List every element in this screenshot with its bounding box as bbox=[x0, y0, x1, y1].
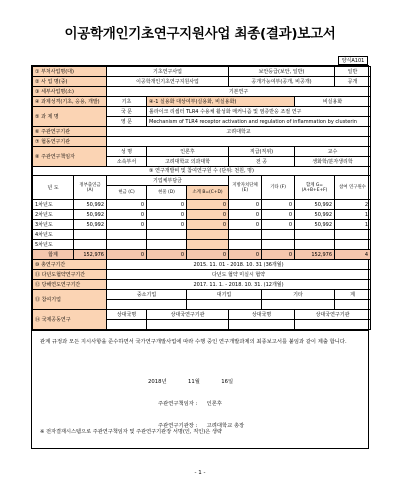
budget-year-header: 년 도 bbox=[33, 176, 74, 200]
task-ko-label: 국 문 bbox=[107, 107, 147, 117]
task-en-label: 영 문 bbox=[107, 117, 147, 127]
budget-local-header: 지방자치단체 (E) bbox=[229, 176, 262, 200]
lead-org-value: 고려대학교 bbox=[107, 127, 371, 137]
participant-col-large: 대기업 bbox=[187, 290, 262, 300]
report-sheet bbox=[31, 65, 369, 449]
budget-sum-gov: 152,976 bbox=[74, 250, 107, 260]
budget-cell-local bbox=[229, 240, 262, 250]
budget-sum-etc: 0 bbox=[262, 250, 295, 260]
pi-dept-label: 소속부서 bbox=[107, 157, 147, 167]
budget-cell-cash: 0 bbox=[107, 220, 147, 230]
budget-cell-inkind bbox=[147, 240, 187, 250]
budget-cell-inkind: 0 bbox=[147, 200, 187, 210]
collab-val-country-1 bbox=[107, 320, 147, 330]
period-label: ⑩ 총연구기간 bbox=[33, 260, 107, 270]
pi-major-value: 생화학/분자생리학 bbox=[295, 157, 371, 167]
budget-cell-year: 1차년도 bbox=[33, 200, 74, 210]
budget-cell-gov bbox=[74, 240, 107, 250]
current-period-label: ⑫ 당해연도연구기간 bbox=[33, 280, 107, 290]
budget-cell-cash bbox=[107, 230, 147, 240]
participant-val-sme bbox=[107, 300, 187, 310]
budget-cell-staff bbox=[335, 240, 371, 250]
task-label: ⑤ 과 제 명 bbox=[33, 107, 107, 127]
budget-cell-cash: 0 bbox=[107, 200, 147, 210]
budget-row-1 bbox=[33, 200, 371, 210]
budget-cell-staff: 1 bbox=[335, 220, 371, 230]
budget-cell-year: 2차년도 bbox=[33, 210, 74, 220]
budget-cell-gov bbox=[74, 230, 107, 240]
budget-cell-local: 0 bbox=[229, 200, 262, 210]
field-value: 기초 bbox=[107, 97, 147, 107]
disclosure-value: 공개 bbox=[335, 77, 371, 87]
budget-cell-year: 5차년도 bbox=[33, 240, 74, 250]
coop-org-value bbox=[107, 137, 371, 147]
budget-inkind-header: 현물 (D) bbox=[147, 186, 187, 200]
budget-cell-inkind: 0 bbox=[147, 220, 187, 230]
budget-cell-etc: 0 bbox=[262, 200, 295, 210]
collab-val-org-2 bbox=[295, 320, 371, 330]
pi-major-label: 전 공 bbox=[229, 157, 295, 167]
budget-staff-header: 참여 연구원수 bbox=[335, 176, 371, 200]
budget-cell-gov: 50,992 bbox=[74, 210, 107, 220]
notice-text: 관계 규정과 모든 지시사항을 준수하면서 국가연구개발사업에 따라 수행 중인 연구개발과제의 최종보고서를 붙임과 같이 제출 합니다. bbox=[40, 339, 347, 345]
budget-cell-total: 50,992 bbox=[295, 200, 335, 210]
budget-sum-total: 152,976 bbox=[295, 250, 335, 260]
ministry-value: 기초연구사업 bbox=[107, 67, 229, 77]
signer-pi-value: 인론후 bbox=[206, 401, 223, 407]
multi-period-label: ⑪ 다년도협약연구기간 bbox=[33, 270, 107, 280]
signer-head-value: 고려대학교 총장 bbox=[206, 423, 245, 429]
budget-cell-local: 0 bbox=[229, 210, 262, 220]
security-label: 보안등급(보안, 일반) bbox=[229, 67, 335, 77]
budget-cell-inkind: 0 bbox=[147, 210, 187, 220]
budget-cell-sub: 0 bbox=[187, 210, 229, 220]
pi-name-value: 인론후 bbox=[147, 147, 229, 157]
budget-gov-header: 정부출연금 (A) bbox=[74, 176, 107, 200]
budget-cell-sub bbox=[187, 230, 229, 240]
budget-cell-year: 3차년도 bbox=[33, 220, 74, 230]
participant-col-total: 계 bbox=[335, 290, 371, 300]
collab-col-org-1: 상대국연구기관 bbox=[147, 310, 229, 320]
footnote: ※ 전자결재시스템으로 주관연구책임자 및 주관연구기관장 서명(인, 직인)은 생략 bbox=[40, 429, 222, 435]
signer-pi bbox=[158, 399, 222, 407]
participant-col-etc: 기타 bbox=[262, 290, 335, 300]
budget-cell-total bbox=[295, 230, 335, 240]
budget-cell-staff: 1 bbox=[335, 210, 371, 220]
pi-label: ⑧ 주관연구책임자 bbox=[33, 147, 107, 167]
budget-cell-sub: 0 bbox=[187, 200, 229, 210]
budget-row-5 bbox=[33, 240, 371, 250]
budget-row-3 bbox=[33, 220, 371, 230]
budget-cell-cash: 0 bbox=[107, 210, 147, 220]
budget-total-header: 합계 G=(A+B+E+F) bbox=[295, 176, 335, 200]
budget-cell-total: 50,992 bbox=[295, 220, 335, 230]
signer-pi-label: 주관연구책임자 : bbox=[158, 401, 198, 407]
period-value: 2015. 11. 01 - 2018. 10. 31 (36개월) bbox=[107, 260, 371, 270]
project-value: 이공학개인기초연구지원사업 bbox=[107, 77, 229, 87]
field-label: ④ 과제성격(기초, 응용, 개발) bbox=[33, 97, 107, 107]
pi-name-label: 성 명 bbox=[107, 147, 147, 157]
budget-etc-header: 기타 (F) bbox=[262, 176, 295, 200]
report-table bbox=[32, 66, 371, 330]
budget-sum-sub: 0 bbox=[187, 250, 229, 260]
budget-sum-year: 합계 bbox=[33, 250, 74, 260]
budget-cell-staff bbox=[335, 230, 371, 240]
ministry-label: ① 부처사업명(대) bbox=[33, 67, 107, 77]
current-period-value: 2017. 11. 1. - 2018. 10. 31. (12개월) bbox=[107, 280, 371, 290]
date-month: 11월 bbox=[187, 379, 200, 385]
budget-cell-local bbox=[229, 230, 262, 240]
budget-cell-inkind bbox=[147, 230, 187, 240]
collab-label: ⑭ 국제공동연구 bbox=[33, 310, 107, 330]
budget-section-label: ⑨ 연구개발비 및 참여연구원 수 (단위: 천원, 명) bbox=[33, 167, 371, 176]
participant-val-total bbox=[335, 300, 371, 310]
task-ko-value: 톨라이크 리셉터 TLR4 수용체 활성화 매커니즘 및 염증반응 조절 연구 bbox=[147, 107, 371, 117]
practical-value: 비실용화 bbox=[295, 97, 371, 107]
budget-sum-cash: 0 bbox=[107, 250, 147, 260]
budget-cell-sub: 0 bbox=[187, 220, 229, 230]
pi-dept-value: 고려대학교 의과대학 bbox=[147, 157, 229, 167]
budget-row-sum bbox=[33, 250, 371, 260]
budget-row-4 bbox=[33, 230, 371, 240]
page-number: - 1 - bbox=[194, 470, 206, 476]
practical-label: ④-1 실용화 대상여부(실용화, 비실용화) bbox=[147, 97, 295, 107]
budget-row-2 bbox=[33, 210, 371, 220]
detail-label: ③ 세부사업명(소) bbox=[33, 87, 107, 97]
security-value: 일반 bbox=[335, 67, 371, 77]
budget-cell-total: 50,992 bbox=[295, 210, 335, 220]
multi-period-value: 다년도 협약 미실시 협약 bbox=[107, 270, 371, 280]
budget-cell-etc bbox=[262, 230, 295, 240]
pi-position-value: 교수 bbox=[295, 147, 371, 157]
collab-col-country-2: 상대국명 bbox=[229, 310, 295, 320]
submission-date bbox=[148, 377, 233, 385]
budget-cell-cash bbox=[107, 240, 147, 250]
participant-val-large bbox=[187, 300, 262, 310]
date-year: 2018년 bbox=[148, 379, 167, 385]
project-label: ② 사 업 명(중) bbox=[33, 77, 107, 87]
budget-subtotal-header: 소계 B=(C+D) bbox=[187, 186, 229, 200]
budget-sum-inkind: 0 bbox=[147, 250, 187, 260]
participant-label: ⑬ 참여기업 bbox=[33, 290, 107, 310]
collab-val-org-1 bbox=[147, 320, 229, 330]
collab-col-org-2: 상대국연구기관 bbox=[295, 310, 371, 320]
budget-cash-header: 현금 (C) bbox=[107, 186, 147, 200]
pi-position-label: 직급(직위) bbox=[229, 147, 295, 157]
signer-head-label: 주관연구기관장 : bbox=[158, 423, 198, 429]
disclosure-label: 공개가능여부(공개, 비공개) bbox=[229, 77, 335, 87]
task-en-value: Mechanism of TLR4 receptor activation and regulation of inflammation by clusterin bbox=[147, 117, 371, 127]
budget-cell-year: 4차년도 bbox=[33, 230, 74, 240]
budget-cell-total bbox=[295, 240, 335, 250]
collab-val-country-2 bbox=[229, 320, 295, 330]
page-title: 이공학개인기초연구지원사업 최종(결과)보고서 bbox=[64, 26, 336, 42]
budget-cell-etc bbox=[262, 240, 295, 250]
budget-sum-staff: 4 bbox=[335, 250, 371, 260]
budget-cell-local: 0 bbox=[229, 220, 262, 230]
budget-private-header: 기업체부담금 bbox=[107, 176, 229, 186]
budget-cell-etc: 0 bbox=[262, 220, 295, 230]
participant-val-etc bbox=[262, 300, 335, 310]
budget-cell-etc: 0 bbox=[262, 210, 295, 220]
participant-col-sme: 중소기업 bbox=[107, 290, 187, 300]
coop-org-label: ⑦ 협동연구기관 bbox=[33, 137, 107, 147]
budget-cell-sub bbox=[187, 240, 229, 250]
date-day: 16일 bbox=[221, 379, 234, 385]
budget-cell-gov: 50,992 bbox=[74, 200, 107, 210]
budget-cell-staff: 2 bbox=[335, 200, 371, 210]
form-code: 양식A101 bbox=[338, 56, 368, 65]
budget-cell-gov: 50,992 bbox=[74, 220, 107, 230]
lead-org-label: ⑥ 주관연구기관 bbox=[33, 127, 107, 137]
collab-col-country-1: 상대국명 bbox=[107, 310, 147, 320]
budget-sum-local: 0 bbox=[229, 250, 262, 260]
detail-value: 기본연구 bbox=[107, 87, 371, 97]
